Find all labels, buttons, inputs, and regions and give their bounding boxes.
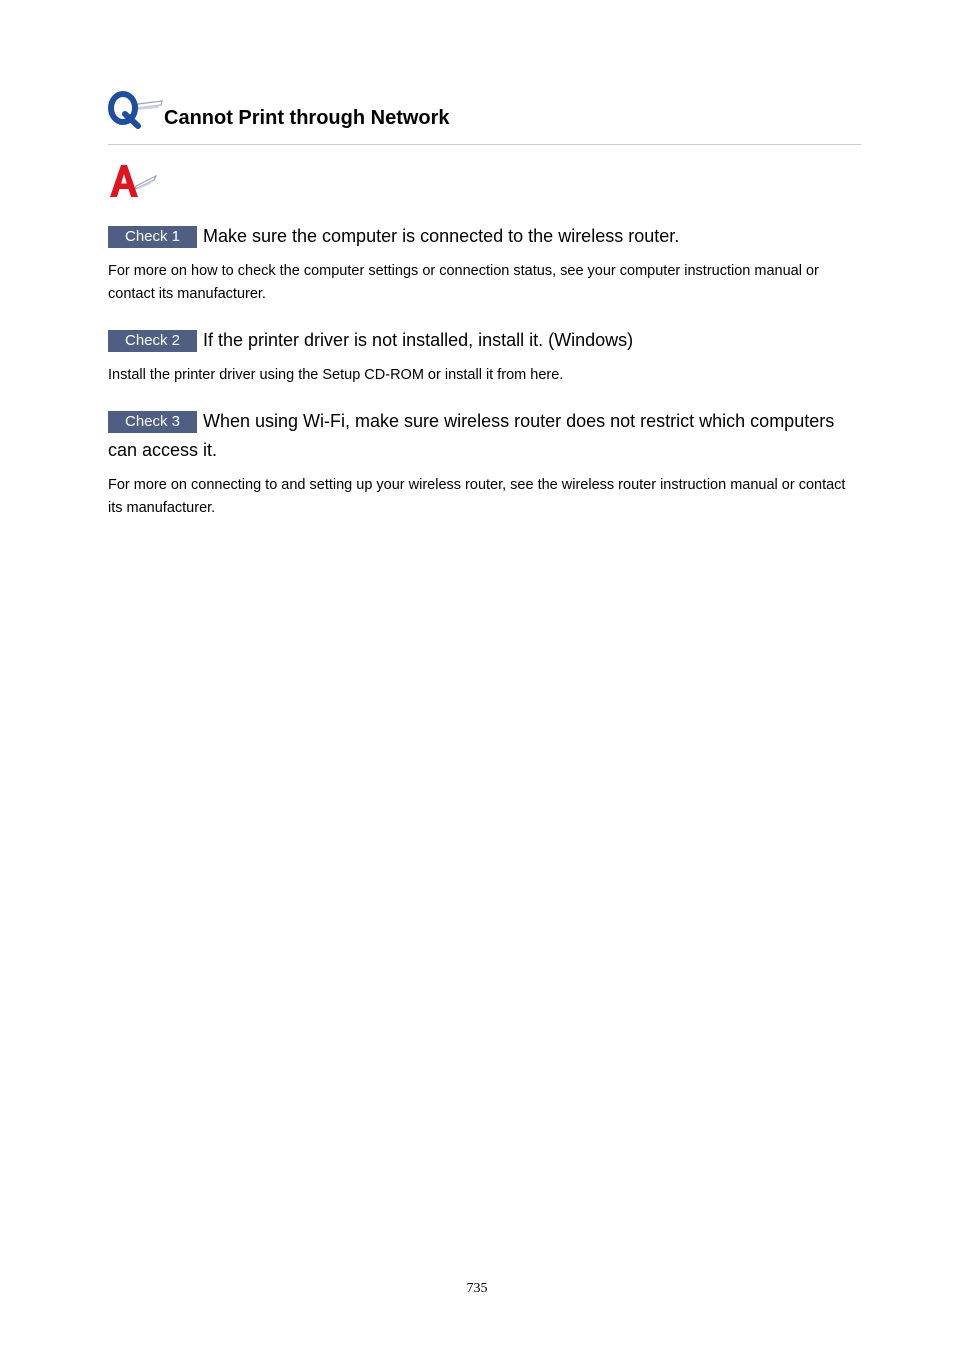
check-3-section bbox=[108, 407, 861, 520]
check-3-heading-text: When using Wi-Fi, make sure wireless router does not restrict which computers can access it. bbox=[108, 411, 835, 460]
page-number: 735 bbox=[466, 1281, 488, 1296]
check-1-heading-text: Make sure the computer is connected to the wireless router. bbox=[203, 226, 680, 246]
check-2-heading-text: If the printer driver is not installed, install it. (Windows) bbox=[203, 330, 634, 350]
check-3-badge: Check 3 bbox=[108, 411, 197, 433]
check-1-heading bbox=[108, 222, 861, 251]
check-1-badge: Check 1 bbox=[108, 226, 197, 248]
check-3-body: For more on connecting to and setting up your wireless router, see the wireless router instruction manual or contact its manufacturer. bbox=[108, 477, 846, 516]
check-2-section bbox=[108, 326, 861, 387]
check-1-body: For more on how to check the computer settings or connection status, see your computer instruction manual or contact its manufacturer. bbox=[108, 263, 819, 302]
page-title: Cannot Print through Network bbox=[164, 107, 450, 129]
question-header bbox=[108, 88, 861, 145]
check-2-body: Install the printer driver using the Setup CD-ROM or install it from here. bbox=[108, 367, 564, 383]
q-icon bbox=[108, 90, 164, 130]
a-icon bbox=[108, 162, 158, 200]
check-1-section bbox=[108, 222, 861, 306]
check-3-heading bbox=[108, 407, 861, 465]
check-2-badge: Check 2 bbox=[108, 330, 197, 352]
check-2-heading bbox=[108, 326, 861, 355]
